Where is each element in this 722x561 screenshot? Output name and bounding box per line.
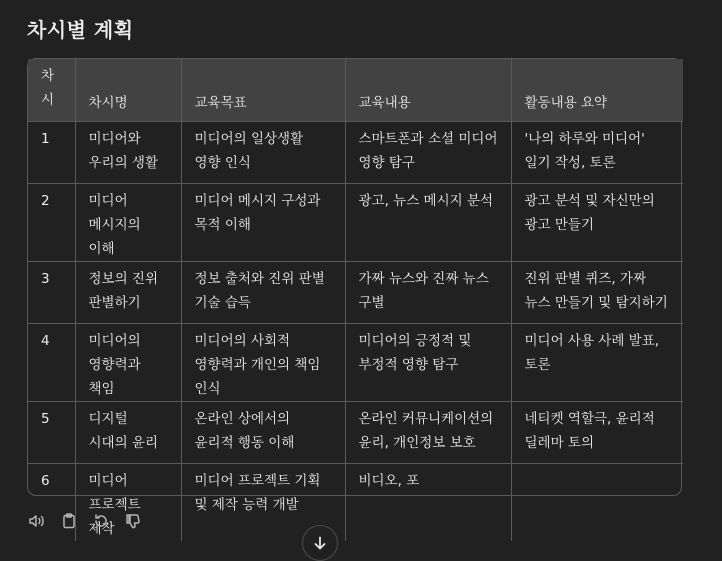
table-row <box>28 261 683 323</box>
table-cell <box>511 463 683 541</box>
session-plan-table <box>27 58 682 537</box>
table-header-row <box>28 59 683 121</box>
table-cell: 6 <box>28 463 75 541</box>
table-cell: 온라인 상에서의 윤리적 행동 이해 <box>181 401 345 463</box>
header-cell: 차시명 <box>75 59 181 121</box>
table-row <box>28 183 683 261</box>
regenerate-icon <box>92 512 110 530</box>
table-cell: 디지털 시대의 윤리 <box>75 401 181 463</box>
table-cell: 스마트폰과 소셜 미디어 영향 탐구 <box>345 121 511 183</box>
scroll-to-bottom-button[interactable] <box>302 525 338 561</box>
table-cell: 정보의 진위 판별하기 <box>75 261 181 323</box>
table-cell: 미디어 프로젝트 제작 <box>75 463 181 541</box>
table-cell: 온라인 커뮤니케이션의 윤리, 개인정보 보호 <box>345 401 511 463</box>
table-cell: 가짜 뉴스와 진짜 뉴스 구별 <box>345 261 511 323</box>
read-aloud-button[interactable] <box>27 511 47 531</box>
header-cell: 활동내용 요약 <box>511 59 683 121</box>
table-row <box>28 121 683 183</box>
table-cell: 미디어의 영향력과 책임 <box>75 323 181 401</box>
clipboard-icon <box>60 512 78 530</box>
regenerate-button[interactable] <box>91 511 111 531</box>
header-cell: 차시 <box>28 59 75 121</box>
table-cell: 정보 출처와 진위 판별 기술 습득 <box>181 261 345 323</box>
table-row <box>28 323 683 401</box>
table-cell: 미디어 프로젝트 기획 및 제작 능력 개발 <box>181 463 345 541</box>
table-cell: 진위 판별 퀴즈, 가짜 뉴스 만들기 및 탐지하기 <box>511 261 683 323</box>
table-row <box>28 401 683 463</box>
table-cell: 비디오, 포 <box>345 463 511 541</box>
copy-button[interactable] <box>59 511 79 531</box>
table-cell: 2 <box>28 183 75 261</box>
message-action-bar <box>27 511 143 531</box>
thumbs-down-icon <box>124 512 142 530</box>
table-cell: '나의 하루와 미디어' 일기 작성, 토론 <box>511 121 683 183</box>
header-cell: 교육목표 <box>181 59 345 121</box>
section-heading: 차시별 계획 <box>27 18 134 42</box>
table-cell: 미디어 메시지 구성과 목적 이해 <box>181 183 345 261</box>
table-cell: 미디어와 우리의 생활 <box>75 121 181 183</box>
table-cell: 1 <box>28 121 75 183</box>
table-cell: 네티켓 역할극, 윤리적 딜레마 토의 <box>511 401 683 463</box>
table-cell: 미디어의 사회적 영향력과 개인의 책임 인식 <box>181 323 345 401</box>
table-cell: 미디어 사용 사례 발표, 토론 <box>511 323 683 401</box>
table-cell: 미디어의 긍정적 및 부정적 영향 탐구 <box>345 323 511 401</box>
table-cell: 4 <box>28 323 75 401</box>
table-cell: 미디어의 일상생활 영향 인식 <box>181 121 345 183</box>
header-cell: 교육내용 <box>345 59 511 121</box>
arrow-down-icon <box>312 535 328 551</box>
table-cell: 광고 분석 및 자신만의 광고 만들기 <box>511 183 683 261</box>
table-cell: 3 <box>28 261 75 323</box>
speaker-icon <box>28 512 46 530</box>
table-cell: 5 <box>28 401 75 463</box>
table-cell: 광고, 뉴스 메시지 분석 <box>345 183 511 261</box>
table-cell: 미디어 메시지의 이해 <box>75 183 181 261</box>
bad-response-button[interactable] <box>123 511 143 531</box>
